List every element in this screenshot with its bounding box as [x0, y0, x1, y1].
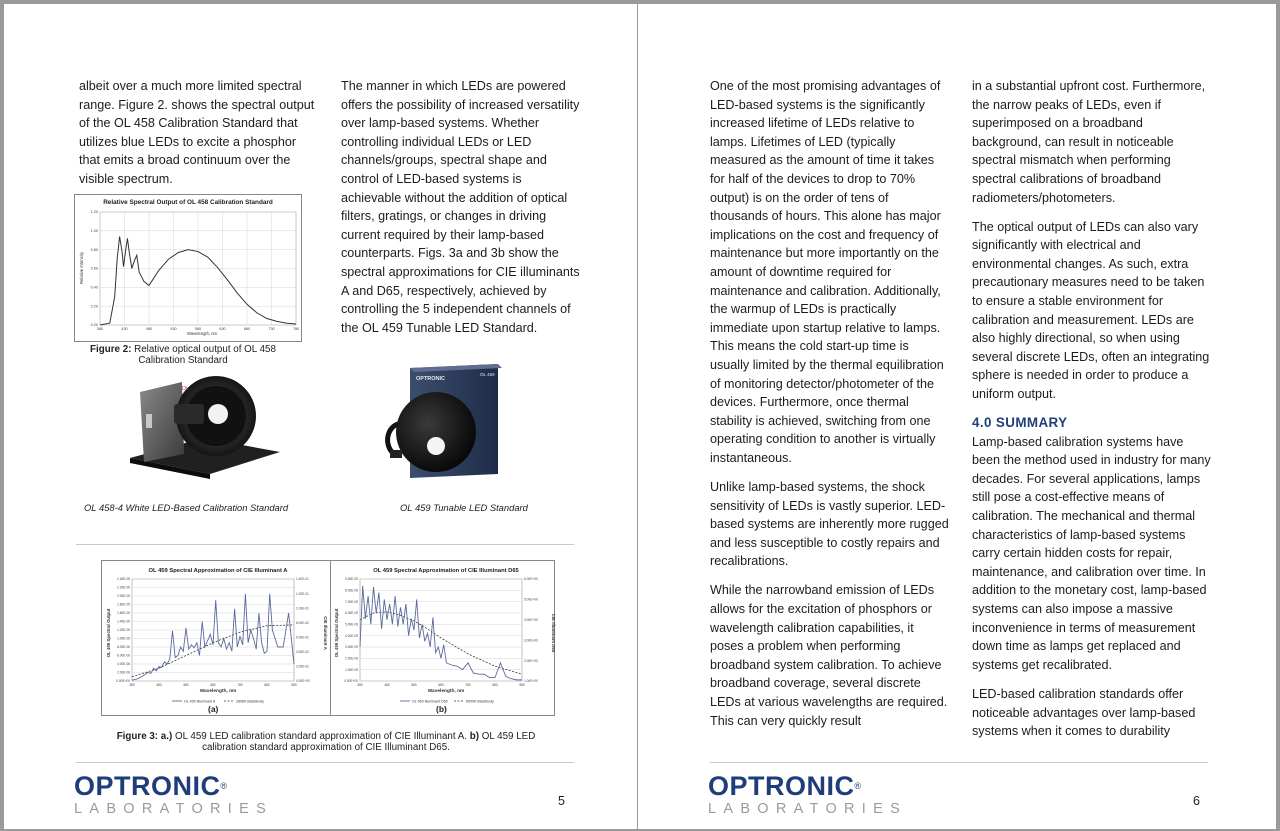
y-tick-label: 2.20E-05	[117, 585, 130, 590]
y-tick-label: 1.40E-05	[117, 619, 130, 624]
paragraph: LED-based calibration standards offer noticeable advantages over lamp-based systems when it comes to durability	[972, 686, 1196, 739]
y-tick-label: 8.00E-06	[117, 645, 130, 650]
logo-name: OPTRONIC	[708, 771, 855, 801]
y-tick-label: 0.20	[90, 304, 98, 309]
series-line-ol459	[360, 586, 522, 680]
y-tick-label: 8.00E-09	[345, 588, 358, 593]
x-tick-label: 580	[194, 327, 202, 331]
paragraph: The optical output of LEDs can also vary significantly with electrical and environmental changes. As such, extra precautionary measures need to be taken to ensure a stable environment for calibration and measurement. LEDs are also highly directional, so when using several discrete LEDs, often an integrating sphere is needed in order to produce a uniform output.	[972, 219, 1210, 401]
y-tick-label: 0.00E+00	[344, 679, 358, 684]
page-5	[4, 4, 637, 829]
x-tick-label: 380	[129, 683, 135, 687]
y-tick-label: 1.00E-05	[117, 636, 130, 641]
y-tick-label: 2.00E-06	[117, 670, 130, 675]
photo-ol459	[376, 362, 506, 482]
y-tick-label: 0.60	[90, 266, 98, 271]
x-tick-label: 980	[519, 683, 525, 687]
figure-2-caption-text: Relative optical output of OL 458 Calibration Standard	[131, 344, 276, 366]
plot-area	[360, 579, 522, 681]
y-tick-label: 1.60E-05	[117, 611, 130, 616]
y-tick-label: 3.00E-09	[345, 645, 358, 650]
y2-tick-label: 4.00E-02	[296, 650, 309, 655]
x-tick-label: 680	[243, 327, 251, 331]
y2-tick-label: 3.00E+00	[524, 638, 538, 643]
logo-reg: ®	[854, 781, 862, 791]
y-tick-label: 1.20E-05	[117, 628, 130, 633]
y-tick-label: 0.80	[90, 247, 98, 252]
y-tick-label: 5.00E-09	[345, 622, 358, 627]
x-tick-label: 380	[357, 683, 363, 687]
y2-tick-label: 4.00E+00	[524, 618, 538, 622]
figure-3-caption-a-label: Figure 3: a.)	[116, 731, 173, 742]
x-tick-label: 880	[492, 683, 498, 687]
paragraph: While the narrowband emission of LEDs allows for the excitation of phosphors or wavelength calibration capabilities, it poses a problem when performing broadband system calibration. To achieve broadband coverage, several discrete LEDs at various wavelengths are required. This can very quickly result	[710, 583, 948, 728]
y2-tick-label: 1.00E+00	[524, 679, 538, 684]
figure-3-caption-b-label: b)	[469, 731, 479, 742]
x-tick-label: 480	[384, 683, 390, 687]
x-tick-label: 580	[411, 683, 417, 687]
figure-3	[101, 560, 555, 716]
page-6	[638, 4, 1276, 829]
y-axis-label: Relative Intensity	[79, 252, 84, 284]
page-number: 6	[1193, 794, 1200, 808]
x-tick-label: 730	[268, 327, 275, 331]
x-tick-label: 880	[264, 683, 270, 687]
figure-2-chart	[74, 194, 302, 342]
right-column-2	[972, 77, 1212, 751]
photo-1-caption: OL 458-4 White LED-Based Calibration Standard	[84, 502, 289, 513]
figure-2-caption-label: Figure 2:	[90, 344, 132, 355]
y-axis-label: OL 459 Spectral Output	[106, 608, 111, 658]
logo-reg: ®	[220, 781, 228, 791]
y-tick-label: 2.40E-05	[117, 577, 130, 582]
optronic-logo	[74, 773, 273, 817]
chart-title: OL 459 Spectral Approximation of CIE Illuminant A	[148, 568, 288, 574]
y-tick-label: 0.00E+00	[116, 679, 130, 684]
legend-entry: OL 459 Illuminant A	[184, 699, 216, 704]
y-tick-label: 1.00E-09	[345, 667, 358, 672]
y-tick-label: 6.00E-06	[117, 653, 130, 658]
y-tick-label: 1.20	[90, 210, 98, 215]
y2-tick-label: 6.00E+00	[524, 577, 538, 582]
x-tick-label: 780	[465, 683, 471, 687]
y2-tick-label: 5.00E+00	[524, 597, 538, 602]
photo-brand-label: OPTRONIC	[416, 376, 446, 382]
panel-a-label: (a)	[208, 704, 219, 714]
left-column-1	[79, 77, 319, 199]
y-axis-label: OL 459 Spectral Output	[334, 608, 339, 658]
photo-model-label: OL 459	[480, 372, 495, 377]
y-tick-label: 4.00E-09	[345, 633, 358, 638]
x-tick-label: 630	[219, 327, 226, 331]
figure-3-caption	[96, 731, 556, 753]
left-column-2	[341, 77, 581, 348]
y-tick-label: 0.40	[90, 285, 98, 290]
legend-entry: 2856K Blackbody	[236, 699, 264, 704]
y2-tick-label: 2.00E+00	[524, 658, 538, 663]
optronic-logo	[708, 773, 907, 817]
section-divider	[76, 544, 574, 545]
series-line-blackbody	[360, 612, 522, 674]
y2-axis-label: CIE Illuminant D65	[551, 613, 556, 653]
x-tick-label: 530	[170, 327, 177, 331]
y-tick-label: 4.00E-06	[117, 662, 130, 667]
x-tick-label: 480	[145, 327, 153, 331]
legend-entry: 6500K Blackbody	[466, 699, 494, 704]
footer-divider	[710, 762, 1208, 763]
logo-sub: LABORATORIES	[708, 801, 908, 817]
series-line-blackbody	[132, 625, 294, 677]
chart-title: Relative Spectral Output of OL 458 Calibration Standard	[103, 199, 273, 206]
logo-sub: LABORATORIES	[74, 801, 274, 817]
series-line-ol459	[132, 594, 294, 680]
page-number: 5	[558, 794, 565, 808]
y-tick-label: 0.00	[90, 323, 98, 328]
paragraph: The manner in which LEDs are powered offers the possibility of increased versatility over lamp-based systems. Whether controlling individual LEDs or LED channels/groups, spectral shape and control of LED-based systems is achievable without the addition of optical filters, gratings, or changes in driving current required by their lamp-based counterparts. Figs. 3a and 3b show the spectral approximations for CIE illuminants A and D65, respectively, achieved by controlling the 5 independent channels of the OL 459 Tunable LED Standard.	[341, 79, 580, 335]
x-tick-label: 980	[291, 683, 297, 687]
paragraph: Lamp-based calibration systems have been the method used in industry for many decades. For several applications, lamps still pose a cost-effective means of calibration. The mechanical and thermal characteristics of lamp-based systems carry certain hidden costs for repair, maintenance, and calibration over time. In addition to the monetary cost, lamp-based systems can also impose a massive inconvenience in terms of measurement down time as lamps get replaced and systems get recalibrated.	[972, 434, 1211, 672]
y2-tick-label: 1.00E-01	[296, 606, 309, 611]
x-tick-label: 780	[237, 683, 243, 687]
chart-title: OL 459 Spectral Approximation of CIE Illuminant D65	[373, 568, 519, 574]
legend-entry: OL 459 Illuminant D65	[412, 699, 448, 704]
figure-3b-chart	[330, 561, 556, 715]
right-column-1	[710, 77, 950, 741]
photo-ol458-4	[124, 362, 284, 480]
x-tick-label: 680	[438, 683, 444, 687]
y-tick-label: 1.00	[90, 229, 98, 234]
y-tick-label: 2.00E-05	[117, 594, 130, 599]
x-axis-label: Wavelength, nm	[427, 689, 465, 694]
x-tick-label: 580	[183, 683, 189, 687]
y-tick-label: 6.00E-09	[345, 611, 358, 616]
y-tick-label: 2.00E-09	[345, 656, 358, 661]
x-tick-label: 430	[121, 327, 128, 331]
paragraph: in a substantial upfront cost. Furthermore, the narrow peaks of LEDs, even if superimposed on a broadband background, can result in noticeable spectral mismatch when performing spectral calibrations of broadband radiometers/photometers.	[972, 79, 1206, 205]
x-axis-label: Wavelength, nm	[186, 331, 218, 336]
paragraph: One of the most promising advantages of LED-based systems is the significantly increased lifetime of LEDs relative to lamps. Lifetimes of LED (typically measured as the amount of time it takes for half of the devices to drop to 70% output) is on the order of tens of thousands of hours. This alone has major implications on the cost and frequency of maintenance but more importantly on the amount of downtime required for maintenance and calibration. Additionally, the warmup of LEDs is practically immediate upon startup relative to lamps. This means the cold start-up time is usually limited by the thermal equilibration of monitoring detector/photometer of the devices. Furthermore, once thermal stability is achieved, switching from one operating condition to another is virtually instantaneous.	[710, 79, 944, 465]
figure-3-caption-b-text: OL 459 LED calibration standard approximation of CIE Illuminant D65.	[202, 731, 536, 753]
x-axis-label: Wavelength, nm	[199, 689, 237, 694]
x-tick-label: 380	[96, 327, 104, 331]
paragraph: Unlike lamp-based systems, the shock sensitivity of LEDs is vastly superior. LED-based systems are inherently more rugged and less susceptible to costly repairs and recalibrations.	[710, 479, 949, 569]
x-tick-label: 780	[292, 327, 300, 331]
y-tick-label: 9.00E-09	[345, 577, 358, 582]
figure-3a-chart	[102, 561, 328, 715]
y2-tick-label: 2.00E-02	[296, 664, 309, 669]
y2-tick-label: 6.00E-02	[296, 635, 309, 640]
svg-text:OL: OL	[182, 386, 189, 392]
logo-name: OPTRONIC	[74, 771, 221, 801]
photo-2-caption: OL 459 Tunable LED Standard	[400, 502, 528, 513]
x-tick-label: 680	[210, 683, 216, 687]
paragraph: albeit over a much more limited spectral range. Figure 2. shows the spectral output of the OL 458 Calibration Standard that utilizes blue LEDs to excite a phosphor that emits a broad continuum over the visible spectrum.	[79, 79, 315, 186]
footer-divider	[76, 762, 574, 763]
y2-tick-label: 0.00E+00	[296, 679, 310, 684]
y2-axis-label: CIE Illuminant A	[323, 616, 328, 650]
y2-tick-label: 1.40E-01	[296, 577, 309, 582]
y-tick-label: 7.00E-09	[345, 599, 358, 604]
x-tick-label: 480	[156, 683, 162, 687]
summary-heading: 4.0 SUMMARY	[972, 415, 1068, 431]
y2-tick-label: 8.00E-02	[296, 620, 309, 625]
y2-tick-label: 1.20E-01	[296, 591, 309, 596]
panel-b-label: (b)	[436, 704, 447, 714]
figure-3-caption-a-text: OL 459 LED calibration standard approximation of CIE Illuminant A.	[172, 731, 470, 742]
y-tick-label: 1.80E-05	[117, 602, 130, 607]
